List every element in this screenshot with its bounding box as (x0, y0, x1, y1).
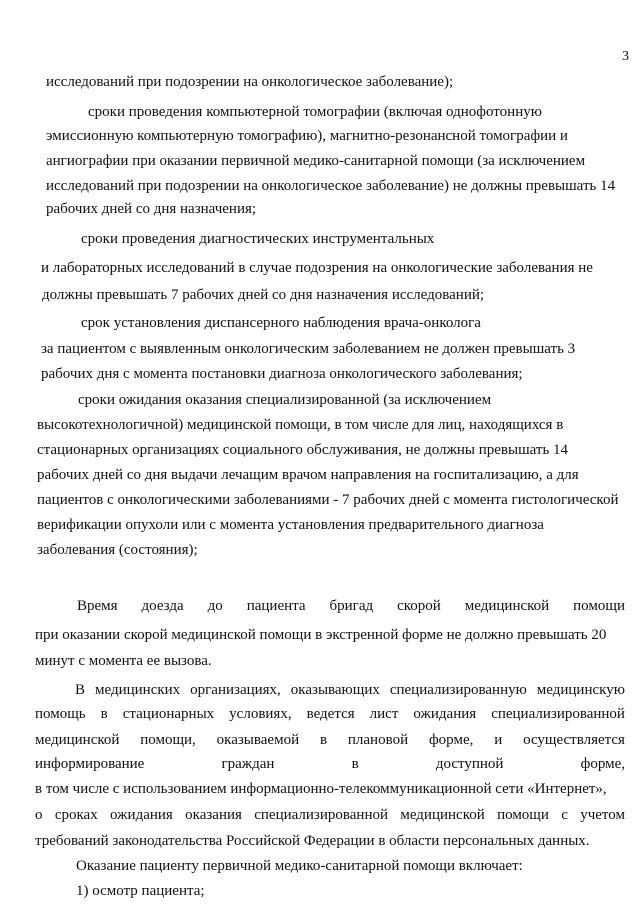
justified-line (35, 730, 625, 750)
word: оказания (185, 807, 242, 823)
word: форме, (580, 756, 625, 772)
word: в (319, 732, 328, 748)
word: в (351, 756, 359, 772)
word: помощь (35, 706, 86, 722)
justified-line (35, 704, 625, 724)
word: В (75, 682, 86, 698)
text-line: и лабораторных исследований в случае подозрения на онкологические заболевания не (41, 260, 593, 276)
text-line: верификации опухоли или с момента установления предварительного диагноза (37, 517, 544, 533)
justified-line (35, 805, 625, 825)
text-line: сроки ожидания оказания специализированной (за исключением (78, 392, 492, 408)
word: граждан (221, 756, 275, 772)
word: специализированной (254, 807, 389, 823)
justified-line (35, 754, 625, 774)
text-line: высокотехнологичной) медицинской помощи, в том числе для лиц, находящихся в (37, 417, 564, 433)
word: с (561, 807, 568, 823)
justified-line (77, 596, 625, 616)
word: доезда (141, 598, 184, 614)
word: и (494, 732, 503, 748)
word: помощи (573, 598, 625, 614)
text-line: рабочих дней со дня выдачи лечащим врачом направления на госпитализацию, а для (37, 467, 579, 483)
word: специализированную (389, 682, 527, 698)
word: бригад (329, 598, 374, 614)
text-line: сроки проведения компьютерной томографии (включая однофотонную (88, 104, 542, 120)
text-line: сроки проведения диагностических инструментальных (81, 231, 435, 247)
word: специализированной (491, 706, 625, 722)
text-line: рабочих дней со дня назначения; (46, 201, 257, 217)
text-line: ангиографии при оказании первичной медико-санитарной помощи (за исключением (46, 153, 586, 169)
word: до (207, 598, 223, 614)
text-line: срок установления диспансерного наблюдения врача-онколога (81, 315, 481, 331)
text-line: требований законодательства Российской Федерации в области персональных данных. (35, 833, 590, 849)
word: в (100, 706, 108, 722)
word: ожидания (413, 706, 477, 722)
word: лист (369, 706, 399, 722)
word: скорой (397, 598, 441, 614)
word: медицинскую (536, 682, 625, 698)
word: медицинской (35, 732, 120, 748)
word: ожидания (110, 807, 173, 823)
word: медицинских (95, 682, 181, 698)
word: оказываемой (216, 732, 300, 748)
page-number: 3 (622, 49, 629, 64)
word: плановой (347, 732, 409, 748)
text-line: рабочих дня с момента постановки диагноза онкологического заболевания; (41, 366, 523, 382)
word: медицинской (464, 598, 550, 614)
text-line: заболевания (состояния); (37, 542, 198, 558)
text-line: 1) осмотр пациента; (76, 883, 205, 899)
text-line: исследований при подозрении на онкологическое заболевание) не должны превышать 14 (46, 178, 616, 194)
word: осуществляется (523, 732, 625, 748)
word: помощи (497, 807, 549, 823)
text-line: исследований при подозрении на онкологическое заболевание); (46, 74, 454, 90)
word: учетом (580, 807, 625, 823)
justified-line (75, 680, 625, 700)
text-line: стационарных организациях социального обслуживания, не должны превышать 14 (37, 442, 569, 458)
word: организациях, (190, 682, 281, 698)
word: о (35, 807, 43, 823)
word: сроках (54, 807, 98, 823)
word: пациента (246, 598, 306, 614)
text-line: пациентов с онкологическими заболеваниями - 7 рабочих дней с момента гистологической (37, 492, 619, 508)
word: стационарных (122, 706, 215, 722)
word: доступной (435, 756, 504, 772)
word: условиях, (229, 706, 292, 722)
word: форме, (428, 732, 474, 748)
text-line: при оказании скорой медицинской помощи в экстренной форме не должно превышать 20 (35, 627, 607, 643)
word: помощи, (140, 732, 196, 748)
text-line: эмиссионную компьютерную томографию), магнитно-резонансной томографии и (46, 128, 568, 144)
word: медицинской (400, 807, 485, 823)
word: Время (77, 598, 118, 614)
text-line: Оказание пациенту первичной медико-санитарной помощи включает: (76, 858, 523, 874)
text-line: минут с момента ее вызова. (35, 653, 212, 669)
word: оказывающих (290, 682, 380, 698)
text-line: должны превышать 7 рабочих дней со дня назначения исследований; (42, 287, 485, 303)
word: ведется (306, 706, 355, 722)
word: информирование (35, 756, 145, 772)
text-line: за пациентом с выявленным онкологическим заболеванием не должен превышать 3 (41, 341, 576, 357)
text-line: в том числе с использованием информационно-телекоммуникационной сети «Интернет», (35, 781, 607, 797)
